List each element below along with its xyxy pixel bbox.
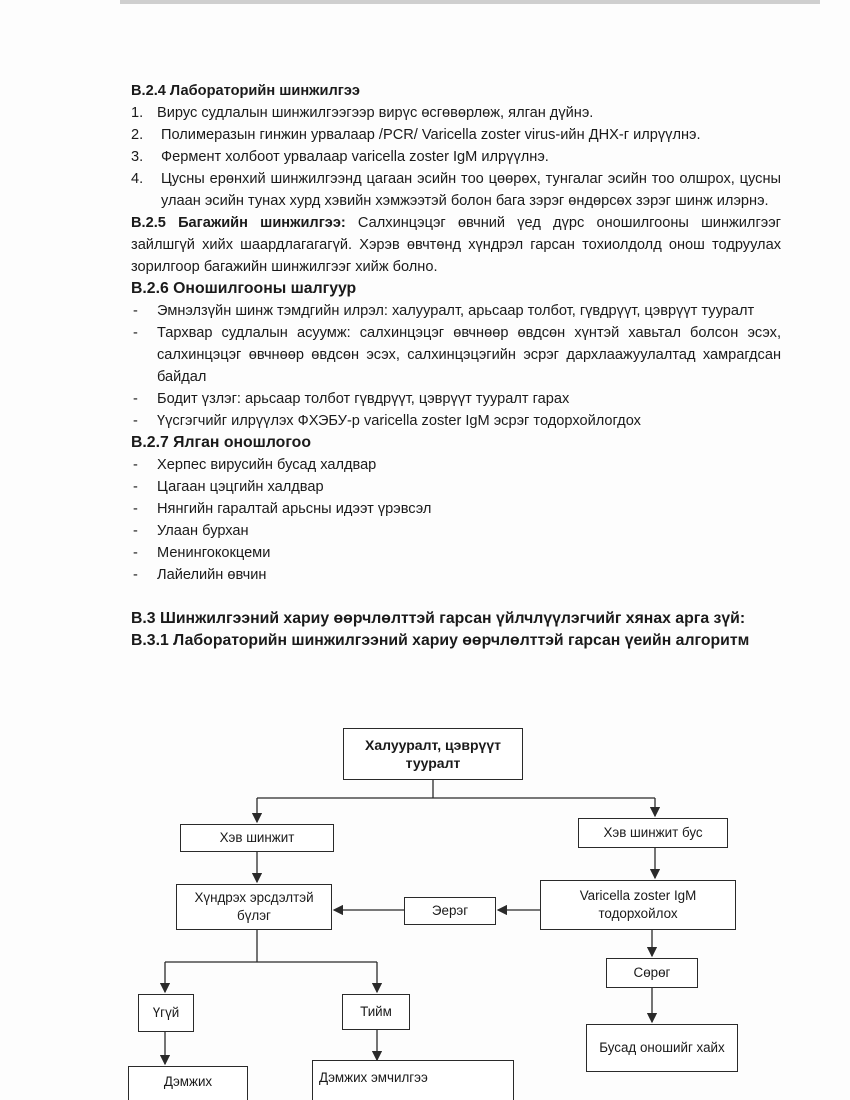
flow-yes-box: Тийм	[342, 994, 410, 1030]
flow-support-treatment-box: Дэмжих эмчилгээ	[312, 1060, 514, 1100]
list-item: - Херпес вирусийн бусад халдвар	[133, 457, 377, 473]
flow-other-dx-box: Бусад оношийг хайх	[586, 1024, 738, 1072]
list-item: - Менингококцеми	[133, 545, 271, 561]
list-item: - Эмнэлзүйн шинж тэмдгийн илрэл: халууралт, арьсаар толбот, гүвдрүүт, цэврүүт тууралт	[133, 303, 755, 319]
list-item: - Цагаан цэцгийн халдвар	[133, 479, 324, 495]
flow-start-box: Халууралт, цэврүүт тууралт	[343, 728, 523, 780]
flow-support-box: Дэмжих	[128, 1066, 248, 1100]
list-item: 4. Цусны ерөнхий шинжилгээнд цагаан эсийн тоо цөөрөх, тунгалаг эсийн тоо олшрох, цусны улаан эсийн тунах хурд хэвийн хэмжээтэй болон бага зэрэг өндөрсөх зэрэг шинж илэрнэ.	[131, 171, 781, 209]
section-b27-title: B.2.7 Ялган оношлогоо	[131, 434, 311, 451]
section-b25-text: Салхинцэцэг өвчний үед дүрс оношилгооны шинжилгээг зайлшгүй хийх шаардлагагагүй. Хэрэв өвчтөнд хүндрэл гарсан тохиолдолд онош тодруулах зорилгоор багажийн шинжилгээг хийж болно.	[131, 215, 781, 275]
section-b24-title: B.2.4 Лабораторийн шинжилгээ	[131, 83, 360, 99]
document-body	[131, 80, 781, 652]
flow-typical-box: Хэв шинжит	[180, 824, 334, 852]
list-item: 1. Вирус судлалын шинжилгээгээр вирүс өсгөвөрлөж, ялган дүйнэ.	[131, 105, 594, 121]
differential-diagnosis-list	[131, 454, 781, 586]
list-item: - Улаан бурхан	[133, 523, 249, 539]
list-item: - Лайелийн өвчин	[133, 567, 267, 583]
flow-igm-box: Varicella zoster IgM тодорхойлох	[540, 880, 736, 930]
section-b25-title: B.2.5 Багажийн шинжилгээ:	[131, 215, 346, 231]
flow-no-box: Үгүй	[138, 994, 194, 1032]
diagnostic-criteria-list	[131, 300, 781, 432]
list-item: 2. Полимеразын гинжин урвалаар /PCR/ Varicella zoster virus-ийн ДНХ-г илрүүлнэ.	[131, 127, 701, 143]
list-item: 3. Фермент холбоот урвалаар varicella zoster IgM илрүүлнэ.	[131, 149, 549, 165]
lab-tests-list	[131, 102, 781, 212]
section-b31-title: B.3.1 Лабораторийн шинжилгээний хариу өөрчлөлттэй гарсан үеийн алгоритм	[131, 632, 750, 649]
flow-positive-box: Эерэг	[404, 897, 496, 925]
list-item: - Тархвар судлалын асуумж: салхинцэцэг өвчнөөр өвдсөн хүнтэй хавьтал болсон эсэх, салхинцэцэг өвчнөөр өвдсөн эсэх, салхинцэцэгийн эсрэг дархлаажуулалтад хамрагдсан байдал	[133, 325, 781, 385]
section-b3-title: B.3 Шинжилгээний хариу өөрчлөлттэй гарсан үйлчлүүлэгчийг хянах арга зүй:	[131, 610, 746, 627]
list-item: - Үүсгэгчийг илрүүлэх ФХЭБУ-р varicella zoster IgM эсрэг тодорхойлогдох	[133, 413, 641, 429]
flow-atypical-box: Хэв шинжит бус	[578, 818, 728, 848]
section-b26-title: B.2.6 Оношилгооны шалгуур	[131, 280, 357, 297]
flow-risk-group-box: Хүндрэх эрсдэлтэй бүлэг	[176, 884, 332, 930]
section-b25	[131, 212, 781, 278]
list-item: - Бодит үзлэг: арьсаар толбот гүвдрүүт, цэврүүт тууралт гарах	[133, 391, 570, 407]
scan-top-edge	[120, 0, 820, 4]
flow-negative-box: Сөрөг	[606, 958, 698, 988]
list-item: - Нянгийн гаралтай арьсны идээт үрэвсэл	[133, 501, 432, 517]
